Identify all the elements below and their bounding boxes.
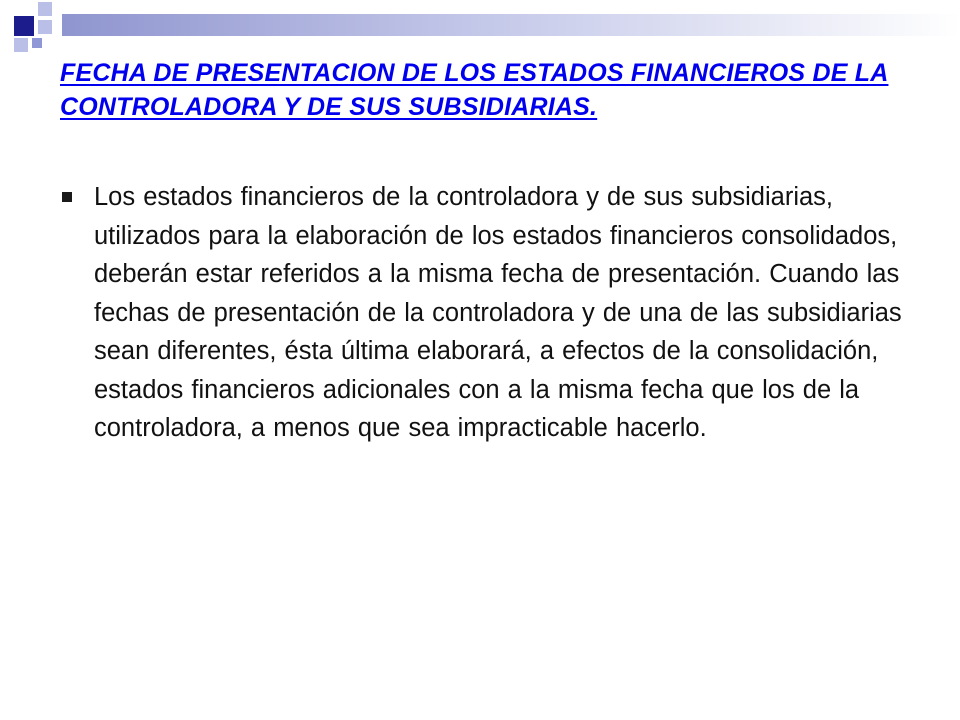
slide-title: FECHA DE PRESENTACION DE LOS ESTADOS FINANCIEROS DE LA CONTROLADORA Y DE SUS SUBSIDIARIAS.: [60, 59, 889, 121]
square-bullet-icon: [62, 192, 72, 202]
bullet-list: [60, 178, 910, 448]
decorative-square-navy: [14, 16, 34, 36]
decorative-square-light: [38, 20, 52, 34]
decorative-square-light: [14, 38, 28, 52]
header-gradient-bar: [62, 14, 960, 36]
decorative-square-mid: [32, 38, 42, 48]
bullet-text: Los estados financieros de la controladora y de sus subsidiarias, utilizados para la elaboración de los estados financieros consolidados, deberán estar referidos a la misma fecha de presentación. Cuando las fechas de presentación de la controladora y de una de las subsidiarias sean diferentes, ésta última elaborará, a efectos de la consolidación, estados financieros adicionales con a la misma fecha que los de la controladora, a menos que sea impracticable hacerlo.: [94, 183, 902, 442]
bullet-item: [60, 178, 910, 448]
decorative-square-light: [38, 2, 52, 16]
